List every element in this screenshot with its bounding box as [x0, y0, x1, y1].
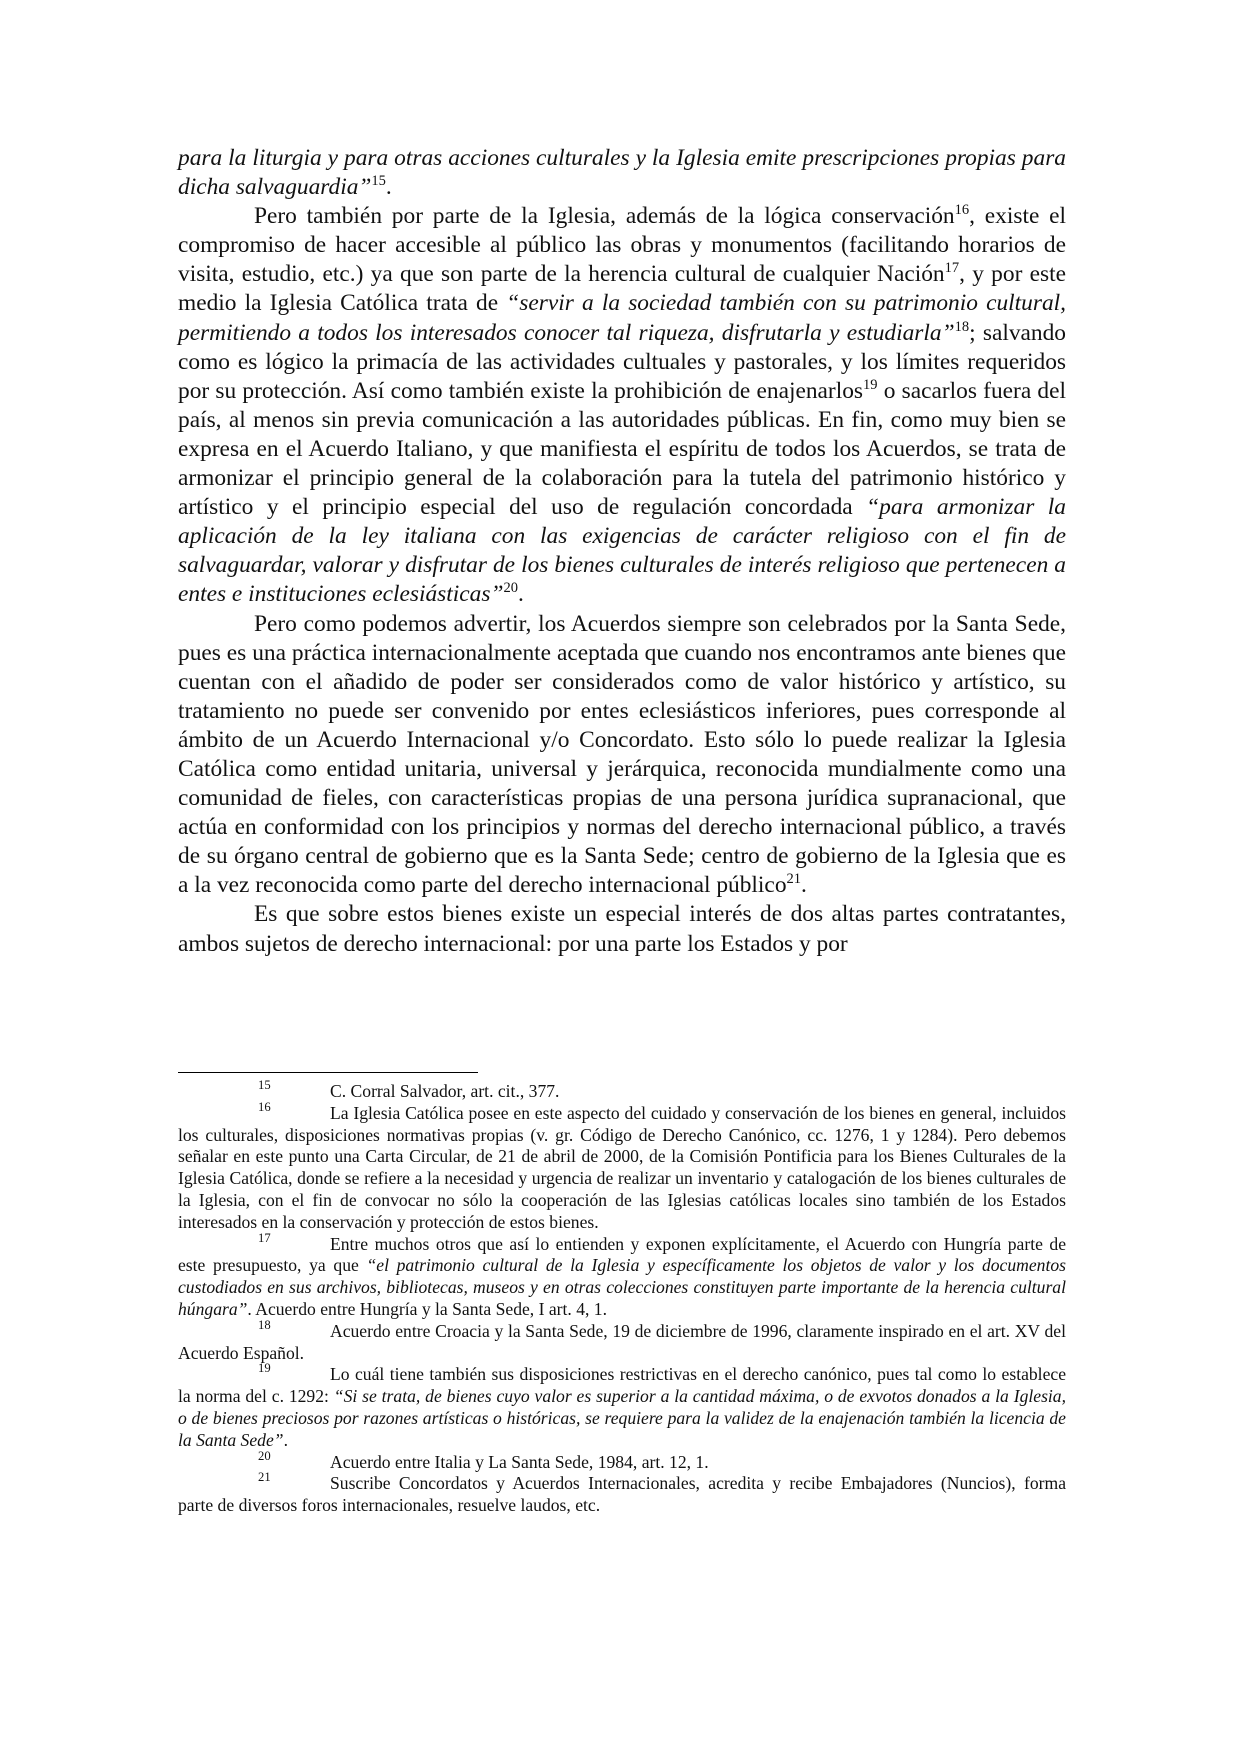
- paragraph-3: Es que sobre estos bienes existe un especial interés de dos altas partes contratantes, ambos sujetos de derecho internacional: por una parte los Estados y por: [178, 901, 1066, 957]
- punctuation: .: [801, 872, 807, 899]
- footnote-separator: [178, 1072, 478, 1073]
- footnote-text: Acuerdo entre Croacia y la Santa Sede, 19 de diciembre de 1996, claramente inspirado en el art. XV del Acuerdo Español.: [178, 1320, 1066, 1363]
- footnote-text: La Iglesia Católica posee en este aspecto del cuidado y conservación de los bienes en general, incluidos los culturales, disposiciones normativas propias (v. gr. Código de Derecho Canónico, cc. 1276, 1 y 1284). Pero debemos señalar en este punto una Carta Circular, de 21 de abril de 2000, de la Comisión Pontificia para los Bienes Culturales de la Iglesia Católica, donde se refiere a la necesidad y urgencia de realizar un inventario y catalogación de los bienes culturales de la Iglesia, con el fin de convocar no sólo la cooperación de las Iglesias católicas locales sino también de los Estados interesados en la conservación y protección de estos bienes.: [178, 1102, 1066, 1232]
- text-run: ; salvando como es lógico la primacía de las actividades cultuales y pastorales, y los límites requeridos por su protección. Así como también existe la prohibición de enajenarlos: [178, 319, 1066, 404]
- footnote-19: [178, 1361, 1067, 1451]
- footnote-text: Suscribe Concordatos y Acuerdos Internacionales, acredita y recibe Embajadores (Nuncios), forma parte de diversos foros internacionales, resuelve laudos, etc.: [178, 1473, 1066, 1516]
- paragraph-0: [178, 144, 1066, 202]
- footnote-text: Entre muchos otros que así lo entienden y exponen explícitamente, el Acuerdo con Hungría parte de este presupuesto, ya que: [178, 1233, 1066, 1276]
- punctuation: .: [385, 174, 392, 201]
- footnote-16: [178, 1099, 1066, 1234]
- footnote-text: .: [283, 1429, 288, 1450]
- footnote-number: 19: [258, 1361, 271, 1376]
- text-run: , existe el compromiso de hacer accesible al público las obras y monumentos (facilitando horarios de visita, estudio, etc.) ya que son parte de la herencia cultural de cualquier Nación: [178, 203, 1066, 288]
- footnotes: [178, 1078, 1067, 1517]
- footnote-21: [178, 1470, 1066, 1517]
- footnote-ref-18[interactable]: 18: [954, 318, 970, 335]
- footnote-number: 15: [258, 1078, 271, 1092]
- footnote-quote: “Si se trata, de bienes cuyo valor es superior a la cantidad máxima, o de exvotos donados a la Iglesia, o de bienes preciosos por razones artísticas o históricas, se requiere para la validez de la enajenación también la licencia de la Santa Sede”: [178, 1386, 1067, 1450]
- footnote-number: 16: [258, 1099, 271, 1114]
- punctuation: .: [517, 581, 524, 608]
- footnote-number: 17: [258, 1230, 271, 1245]
- footnote-ref-20[interactable]: 20: [503, 580, 518, 597]
- text-run: o sacarlos fuera del país, al menos sin previa comunicación a las autoridades públicas. En fin, como muy bien se expresa en el Acuerdo Italiano, y que manifiesta el espíritu de todos los Acuerdos, se trata de armonizar el principio general de la colaboración para la tutela del patrimonio histórico y artístico y el principio especial del uso de regulación concordada: [178, 377, 1066, 521]
- text-run: Pero también por parte de la Iglesia, además de la lógica conservación: [254, 203, 955, 230]
- footnote-quote: “el patrimonio cultural de la Iglesia y específicamente los objetos de valor y los documentos custodiados en sus archivos, bibliotecas, museos y en otras colecciones constituyen parte importante de la herencia cultural húngara”: [178, 1255, 1066, 1319]
- footnote-17: [178, 1230, 1066, 1321]
- footnote-text: C. Corral Salvador, art. cit., 377.: [330, 1081, 560, 1101]
- footnote-ref-17[interactable]: 17: [944, 260, 960, 277]
- footnote-text: . Acuerdo entre Hungría y la Santa Sede, I art. 4, 1.: [247, 1298, 608, 1319]
- footnote-text: Lo cuál tiene también sus disposiciones restrictivas en el derecho canónico, pues tal como lo establece la norma del c. 1292:: [178, 1364, 1066, 1407]
- paragraph-1: [178, 202, 1066, 609]
- footnote-ref-21[interactable]: 21: [786, 871, 802, 888]
- footnote-ref-19[interactable]: 19: [863, 376, 878, 393]
- paragraph-2: [178, 610, 1066, 901]
- text-run: Pero como podemos advertir, los Acuerdos siempre son celebrados por la Santa Sede, pues es una práctica internacionalmente aceptada que cuando nos encontramos ante bienes que cuentan con el añadido de poder ser considerados como de valor histórico y artístico, su tratamiento no puede ser convenido por entes eclesiásticos inferiores, pues corresponde al ámbito de un Acuerdo Internacional y/o Concordato. Esto sólo lo puede realizar la Iglesia Católica como entidad unitaria, universal y jerárquica, reconocida mundialmente como una comunidad de fieles, con características propias de una persona jurídica supranacional, que actúa en conformidad con los principios y normas del derecho internacional público, a través de su órgano central de gobierno que es la Santa Sede; centro de gobierno de la Iglesia que es a la vez reconocida como parte del derecho internacional público: [178, 610, 1066, 899]
- quote-text: “servir a la sociedad también con su patrimonio cultural, permitiendo a todos los interesados conocer tal riqueza, disfrutarla y estudiarla”: [178, 290, 1066, 346]
- footnote-ref-16[interactable]: 16: [954, 202, 970, 219]
- footnote-number: 21: [258, 1470, 271, 1485]
- footnote-number: 20: [258, 1448, 271, 1463]
- footnote-text: Acuerdo entre Italia y La Santa Sede, 1984, art. 12, 1.: [330, 1451, 709, 1472]
- quote-text: para la liturgia y para otras acciones culturales y la Iglesia emite prescripciones propias para dicha salvaguardia”: [178, 145, 1066, 201]
- footnote-ref-15[interactable]: 15: [371, 173, 386, 190]
- quote-text: “para armonizar la aplicación de la ley italiana con las exigencias de carácter religioso con el fin de salvaguardar, valorar y disfrutar de los bienes culturales de interés religioso que pertenecen a entes e instituciones eclesiásticas”: [178, 494, 1066, 608]
- footnote-number: 18: [258, 1317, 271, 1332]
- text-run: , y por este medio la Iglesia Católica trata de: [178, 261, 1066, 317]
- main-text: [178, 144, 1066, 959]
